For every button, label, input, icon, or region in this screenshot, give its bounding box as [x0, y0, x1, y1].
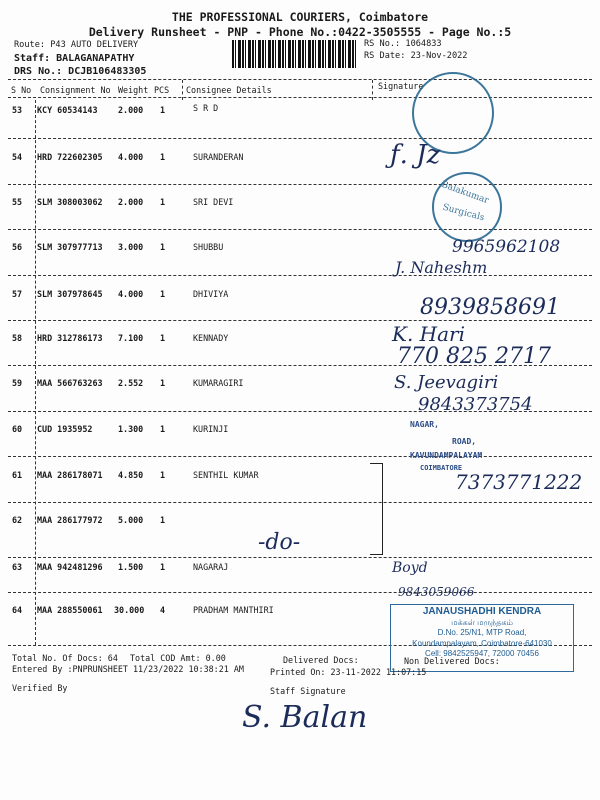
consignee: KENNADY — [193, 333, 229, 343]
weight: 1.300 — [118, 424, 144, 434]
pcs: 1 — [160, 242, 166, 252]
consignment-no: KCY 60534143 — [37, 105, 98, 115]
consignee: SHUBBU — [193, 242, 224, 252]
route: Route: P43 AUTO DELIVERY — [14, 40, 139, 50]
consignee: SENTHIL KUMAR — [193, 470, 259, 480]
hand-phone-61: 7373771222 — [455, 470, 583, 494]
weight: 4.000 — [118, 152, 144, 162]
consignment-no: MAA 286177972 — [37, 515, 103, 525]
sno: 56 — [12, 242, 23, 252]
weight: 5.000 — [118, 515, 144, 525]
stamp-line5: Cell: 9842525947, 72000 70456 — [425, 649, 539, 658]
stamp-line3: D.No. 25/N1, MTP Road, — [437, 628, 527, 637]
staff-signature: S. Balan — [242, 700, 368, 735]
col-consignment: Consignment No — [40, 85, 111, 95]
sno: 62 — [12, 515, 23, 525]
col-signature: Signature — [378, 81, 424, 91]
consignment-no: SLM 307977713 — [37, 242, 103, 252]
sno: 58 — [12, 333, 23, 343]
sno: 54 — [12, 152, 23, 162]
weight: 7.100 — [118, 333, 144, 343]
hand-phone-58: 770 825 2717 — [397, 344, 551, 369]
pcs: 1 — [160, 105, 166, 115]
consignment-no: MAA 566763263 — [37, 378, 103, 388]
sno: 63 — [12, 562, 23, 572]
sno: 61 — [12, 470, 23, 480]
sno: 59 — [12, 378, 23, 388]
consignment-no: SLM 307978645 — [37, 289, 103, 299]
company-title: THE PROFESSIONAL COURIERS, Coimbatore — [171, 10, 429, 24]
consignment-no: HRD 312786173 — [37, 333, 103, 343]
addr-stamp-4: COIMBATORE — [420, 464, 463, 472]
stamp-circle-2: Surgicals — [441, 202, 486, 224]
stamp-circle-1: Balakumar — [439, 179, 490, 207]
pcs: 4 — [160, 605, 166, 615]
weight: 2.000 — [118, 197, 144, 207]
pcs: 1 — [160, 562, 166, 572]
round-stamp-2 — [432, 172, 502, 242]
pcs: 1 — [160, 289, 166, 299]
staff-signature-label: Staff Signature — [270, 686, 346, 696]
consignee: PRADHAM MANTHIRI — [193, 605, 274, 615]
pcs: 1 — [160, 424, 166, 434]
hand-name-59: S. Jeevagiri — [394, 372, 499, 393]
pcs: 1 — [160, 515, 166, 525]
stamp-line4: Koundampalayam, Coimbatore-641030 — [412, 638, 552, 648]
barcode — [232, 40, 358, 68]
total-docs: Total No. Of Docs: 64 — [12, 653, 118, 663]
consignment-no: SLM 308003062 — [37, 197, 103, 207]
consignee: SURANDERAN — [193, 152, 244, 162]
hand-phone-57: 8939858691 — [420, 295, 560, 320]
total-cod: Total COD Amt: 0.00 — [130, 653, 226, 663]
signature-54: ƒ. Jz — [390, 140, 441, 170]
hand-phone-63: 9843059066 — [398, 585, 475, 599]
rs-number: RS No.: 1064833 — [364, 39, 442, 49]
consignment-no: CUD 1935952 — [37, 424, 93, 434]
consignee: SRI DEVI — [193, 197, 234, 207]
consignment-no: HRD 722602305 — [37, 152, 103, 162]
hand-name-58: K. Hari — [392, 322, 465, 346]
runsheet-subtitle: Delivery Runsheet - PNP - Phone No.:0422-3505555 - Page No.:5 — [88, 25, 512, 39]
hand-ditto-62: -do- — [258, 530, 301, 555]
sno: 60 — [12, 424, 23, 434]
consignee: DHIVIYA — [193, 289, 229, 299]
consignee: KUMARAGIRI — [193, 378, 244, 388]
consignment-no: MAA 286178071 — [37, 470, 103, 480]
weight: 4.000 — [118, 289, 144, 299]
hand-phone-59: 9843373754 — [418, 394, 533, 415]
consignee: KURINJI — [193, 424, 229, 434]
sno: 57 — [12, 289, 23, 299]
weight: 30.000 — [114, 605, 145, 615]
printed-on: Printed On: 23-11-2022 11:07:15 — [270, 667, 427, 677]
pcs: 1 — [160, 470, 166, 480]
weight: 2.000 — [118, 105, 144, 115]
drs-number: DRS No.: DCJB106483305 — [14, 66, 147, 77]
weight: 2.552 — [118, 378, 144, 388]
addr-stamp-3: KAVUNDAMPALAYAM — [410, 451, 483, 460]
entered-by: Entered By :PNPRUNSHEET 11/23/2022 10:38:21 AM — [12, 664, 244, 674]
weight: 4.850 — [118, 470, 144, 480]
sno: 53 — [12, 105, 23, 115]
hand-phone-56: 9965962108 — [452, 237, 561, 257]
rule-top — [8, 79, 592, 80]
rule-header — [8, 97, 592, 98]
non-delivered-docs: Non Delivered Docs: — [404, 656, 500, 666]
stamp-line2: மக்கள் மருந்தகம் — [451, 617, 513, 627]
rs-date: RS Date: 23-Nov-2022 — [364, 51, 468, 61]
consignee: NAGARAJ — [193, 562, 229, 572]
consignment-no: MAA 288550061 — [37, 605, 103, 615]
stamp-title: JANAUSHADHI KENDRA — [422, 606, 542, 617]
staff-name: Staff: BALAGANAPATHY — [14, 53, 135, 64]
delivered-docs: Delivered Docs: — [283, 655, 359, 665]
col-pcs: PCS — [154, 85, 170, 95]
addr-stamp-2: ROAD, — [452, 437, 477, 446]
col-weight: Weight — [118, 85, 149, 95]
consignee: S R D — [193, 103, 219, 113]
sno: 64 — [12, 605, 23, 615]
pcs: 1 — [160, 152, 166, 162]
pcs: 1 — [160, 378, 166, 388]
pcs: 1 — [160, 333, 166, 343]
pcs: 1 — [160, 197, 166, 207]
addr-stamp-1: NAGAR, — [410, 420, 439, 429]
consignment-no: MAA 942481296 — [37, 562, 103, 572]
hand-name-56: J. Naheshm — [395, 258, 488, 277]
col-consignee: Consignee Details — [186, 85, 272, 95]
bracket — [370, 463, 383, 555]
verified-by: Verified By — [12, 683, 68, 693]
signature-63: Boyd — [392, 560, 428, 576]
col-sno: S No — [11, 85, 32, 95]
sno: 55 — [12, 197, 23, 207]
weight: 3.000 — [118, 242, 144, 252]
weight: 1.500 — [118, 562, 144, 572]
